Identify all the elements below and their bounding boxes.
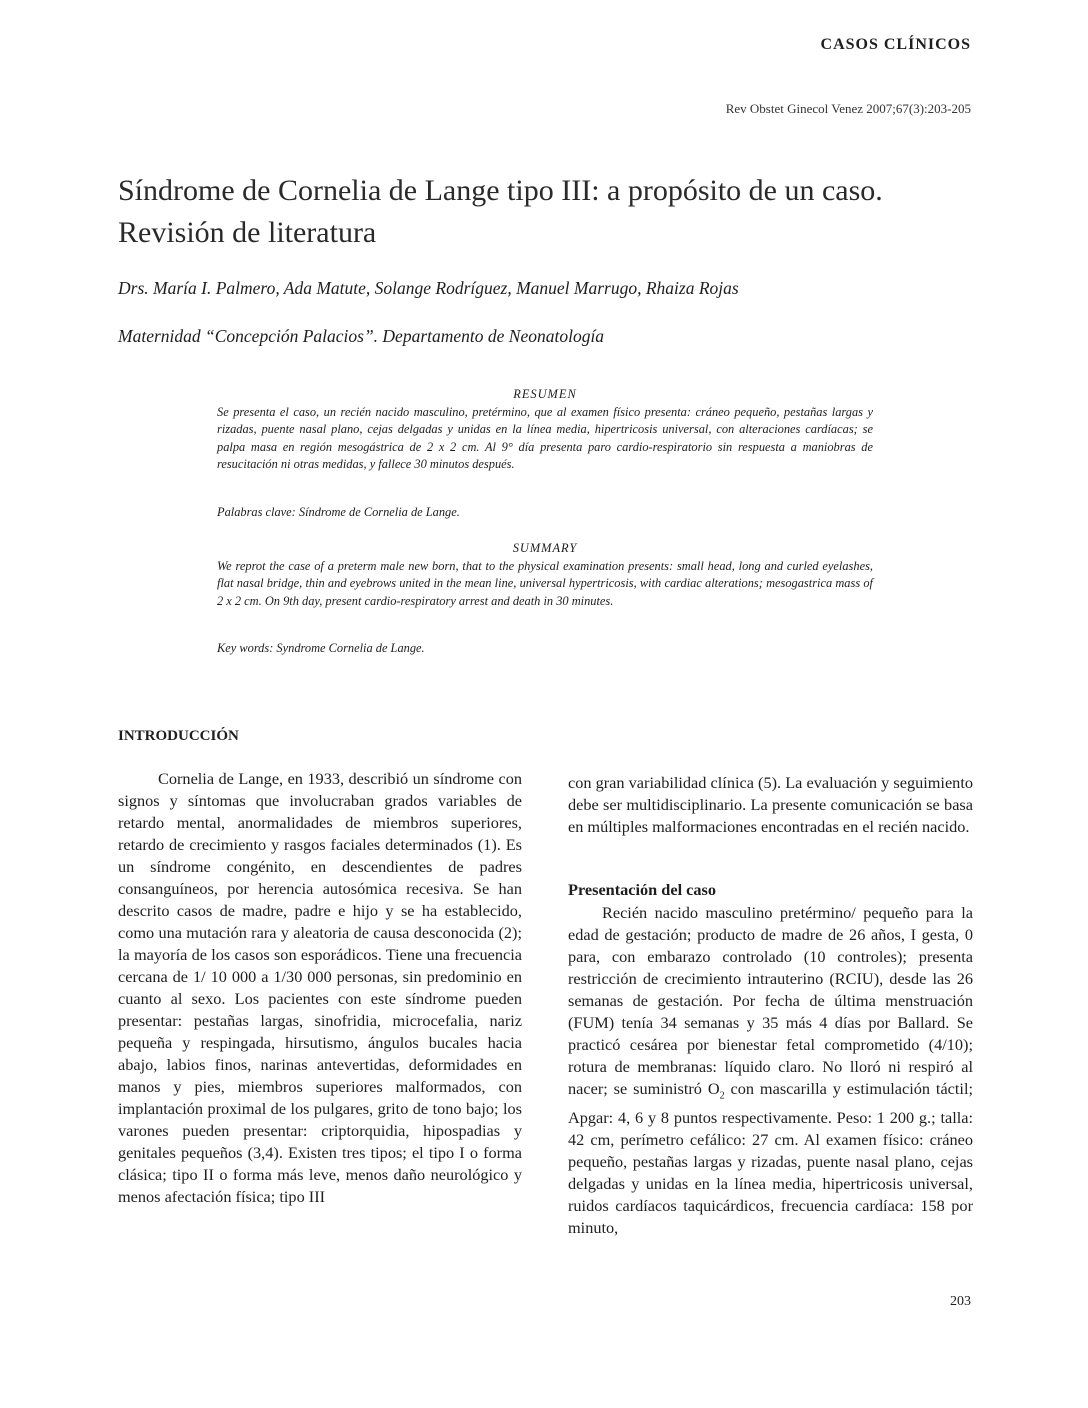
summary-block bbox=[217, 540, 873, 610]
resumen-heading: RESUMEN bbox=[513, 387, 577, 401]
title-line-2: Revisión de literatura bbox=[118, 216, 377, 249]
intro-paragraph: Cornelia de Lange, en 1933, describió un síndrome con signos y síntomas que involucraban grados variables de retardo mental, anormalidades de miembros superiores, retardo de crecimiento y rasgos faciales determinados (1). Es un síndrome congénito, en descendientes de padres consanguíneos, por herencia autosómica recesiva. Se han descrito casos de madre, padre e hijo y se ha establecido, como una mutación rara y aleatoria de causa desconocida (2); la mayoría de los casos son esporádicos. Tiene una frecuencia cercana de 1/ 10 000 a 1/30 000 personas, sin predominio en cuanto al sexo. Los pacientes con este síndrome pueden presentar: pestañas largas, sinofridia, microcefalia, nariz pequeña y respingada, hirsutismo, ángulos bucales hacia abajo, labios finos, narinas antevertidas, deformidades en manos y pies, miembros superiores malformados, con implantación proximal de los pulgares, grito de tono bajo; los varones pueden presentar: criptorquidia, hipospadias y genitales pequeños (3,4). Existen tres tipos; el tipo I o forma clásica; tipo II o forma más leve, menos daño neurológico y menos afectación física; tipo III bbox=[118, 769, 522, 1206]
intro-continuation: con gran variabilidad clínica (5). La evaluación y seguimiento debe ser multidisciplinario. La presente comunicación se basa en múltiples malformaciones encontradas en el recién nacido. bbox=[568, 773, 973, 836]
case-paragraph bbox=[568, 902, 973, 1239]
resumen-body: Se presenta el caso, un recién nacido masculino, pretérmino, que al examen físico presenta: cráneo pequeño, pestañas largas y rizadas, puente nasal plano, cejas delgadas y unidas en la línea media, hipertricosis universal, con alteraciones cardíacas; se palpa masa en región mesogástrica de 2 x 2 cm. Al 9° día presenta paro cardio-respiratorio sin respuesta a maniobras de resucitación ni otras medidas, y fallece 30 minutos después. bbox=[217, 404, 873, 472]
authors: Drs. María I. Palmero, Ada Matute, Solange Rodríguez, Manuel Marrugo, Rhaiza Rojas bbox=[118, 278, 739, 298]
summary-heading: SUMMARY bbox=[512, 541, 578, 555]
resumen-block bbox=[217, 386, 873, 474]
title-line-1: Síndrome de Cornelia de Lange tipo III: a propósito de un caso. bbox=[118, 174, 883, 207]
case-text-part-1: Recién nacido masculino pretérmino/ pequeño para la edad de gestación; producto de madre de 26 años, I gesta, 0 para, con embarazo controlado (10 controles); presenta restricción de crecimiento intrauterino (RCIU), desde las 26 semanas de gestación. Por fecha de última menstruación (FUM) tenía 34 semanas y 35 más 4 días por Ballard. Se practicó cesárea por bienestar fetal comprometido (4/10); rotura de membranas: líquido claro. No lloró ni respiró al nacer; se suministró O bbox=[568, 903, 973, 1098]
page-number: 203 bbox=[950, 1294, 971, 1309]
section-label: CASOS CLÍNICOS bbox=[820, 36, 971, 53]
intro-heading: INTRODUCCIÓN bbox=[118, 728, 239, 744]
affiliation: Maternidad “Concepción Palacios”. Departamento de Neonatología bbox=[118, 326, 605, 346]
o2-subscript: 2 bbox=[719, 1090, 725, 1102]
summary-keywords: Key words: Syndrome Cornelia de Lange. bbox=[217, 641, 425, 655]
summary-body: We reprot the case of a preterm male new born, that to the physical examination presents: small head, long and curled eyelashes, flat nasal bridge, thin and eyebrows united in the mean line, universal hypertricosis, with cardiac alterations; mesogastrica mass of 2 x 2 cm. On 9th day, present cardio-respiratory arrest and death in 30 minutes. bbox=[217, 558, 873, 608]
case-heading: Presentación del caso bbox=[568, 880, 717, 899]
resumen-keywords: Palabras clave: Síndrome de Cornelia de Lange. bbox=[217, 505, 460, 519]
journal-citation: Rev Obstet Ginecol Venez 2007;67(3):203-205 bbox=[725, 101, 971, 116]
case-text-part-2: con mascarilla y estimulación táctil; Apgar: 4, 6 y 8 puntos respectivamente. Peso: 1 200 g.; talla: 42 cm, perímetro cefálico: 27 cm. Al examen físico: cráneo pequeño, pestañas largas y rizadas, puente nasal plano, cejas delgadas y unidas en la línea media, hipertricosis universal, ruidos cardíacos taquicárdicos, frecuencia cardíaca: 158 por minuto, bbox=[568, 1079, 973, 1238]
article-title bbox=[118, 170, 998, 254]
